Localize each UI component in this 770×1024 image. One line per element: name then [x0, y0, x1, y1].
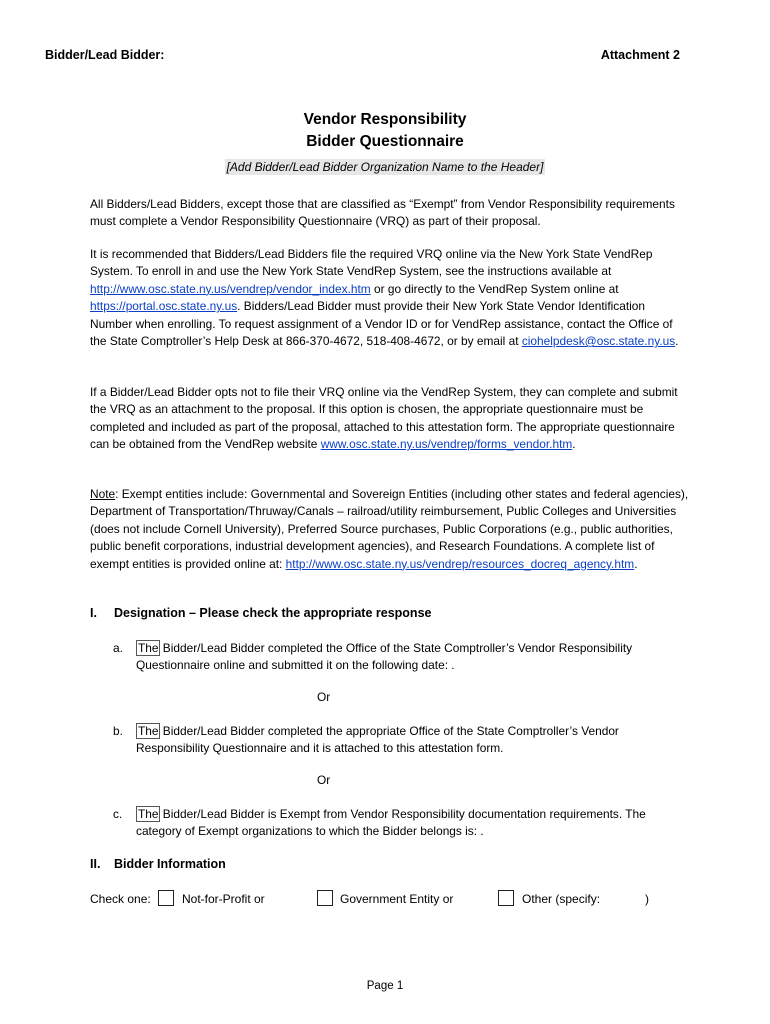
not-for-profit-checkbox[interactable]: [158, 890, 174, 906]
p2-text-b: or go directly to the VendRep System online at: [370, 281, 619, 296]
intro-paragraph-2: [90, 246, 690, 350]
p3-text-a: If a Bidder/Lead Bidder opts not to file their VRQ online via the VendRep System, they can complete and submit the VRQ as an attachment to the proposal. If this option is chosen, the appropriate questionnaire must be completed and included as part of the proposal, attached to this attestation form. The appropriate questionnaire can be obtained from the VendRep website: [90, 385, 678, 452]
option-text: [136, 806, 681, 841]
not-for-profit-label: Not-for-Profit or: [182, 892, 265, 906]
section-number: II.: [90, 857, 101, 871]
option-description: Bidder/Lead Bidder completed the Office of the State Comptroller’s Vendor Responsibility Questionnaire online and submitted it on the following date: .: [136, 641, 633, 673]
document-subtitle-title: Bidder Questionnaire: [306, 133, 464, 150]
option-description: Bidder/Lead Bidder is Exempt from Vendor Responsibility documentation requirements. The category of Exempt organizations to which the Bidder belongs is: .: [136, 807, 646, 839]
document-title: Vendor Responsibility: [303, 111, 467, 128]
note-label: Note: [90, 487, 116, 501]
header-instruction: [0, 160, 770, 174]
check-one-label: Check one:: [90, 892, 151, 906]
government-entity-checkbox[interactable]: [317, 890, 333, 906]
section-title: Bidder Information: [114, 857, 226, 871]
section-bidder-info-heading: [90, 857, 226, 871]
p4-text-a: : Exempt entities include: Governmental and Sovereign Entities (including other states and federal agencies), Department of Transportation/Thruway/Canals – railroad/utility reimbursement, Public Colleges and Universities (does not include Cornell University), Preferred Source purchases, Public Corporations (e.g., public authorities, public benefit corporations, industrial development agencies), and Research Foundations. A complete list of exempt entities is provided online at:: [90, 487, 689, 571]
option-text: [136, 640, 681, 675]
option-letter: a.: [113, 641, 123, 655]
portal-link[interactable]: https://portal.osc.state.ny.us: [90, 299, 238, 314]
section-number: I.: [90, 606, 97, 620]
header-bidder-label: Bidder/Lead Bidder:: [45, 48, 165, 62]
option-letter: c.: [113, 807, 123, 821]
option-checkbox-field[interactable]: The: [138, 807, 159, 821]
p2-text-a: It is recommended that Bidders/Lead Bidders file the required VRQ online via the New York State VendRep System. To enroll in and use the New York State VendRep System, see the instructions available at: [90, 247, 653, 279]
header-attachment-label: Attachment 2: [600, 48, 680, 62]
exempt-agency-link[interactable]: http://www.osc.state.ny.us/vendrep/resources_docreq_agency.htm: [285, 556, 635, 571]
p2-text-d: .: [675, 334, 679, 349]
intro-paragraph-3: [90, 384, 690, 454]
helpdesk-email-link[interactable]: ciohelpdesk@osc.state.ny.us: [521, 334, 676, 349]
forms-vendor-link[interactable]: www.osc.state.ny.us/vendrep/forms_vendor.htm: [320, 437, 573, 452]
option-checkbox-field[interactable]: The: [138, 724, 159, 738]
other-label: Other (specify:: [522, 892, 601, 906]
section-title: Designation – Please check the appropriate response: [114, 606, 432, 620]
or-separator: Or: [317, 773, 331, 787]
other-closing-paren: ): [645, 892, 649, 906]
exempt-note-paragraph: [90, 486, 690, 573]
or-separator: Or: [317, 690, 331, 704]
intro-paragraph-1: All Bidders/Lead Bidders, except those that are classified as “Exempt” from Vendor Responsibility requirements must complete a Vendor Responsibility Questionnaire (VRQ) as part of their proposal.: [90, 197, 675, 229]
header-instruction-text: [Add Bidder/Lead Bidder Organization Name to the Header]: [226, 160, 544, 174]
government-entity-label: Government Entity or: [340, 892, 454, 906]
p2-text-c: . Bidders/Lead Bidder must provide their New York State Vendor Identification Number when enrolling. To request assignment of a Vendor ID or for VendRep assistance, contact the Office of the State Comptroller’s Help Desk at 866-370-4672, 518-408-4672, or by email at: [90, 299, 673, 349]
p3-text-b: .: [572, 437, 576, 452]
vendor-index-link[interactable]: http://www.osc.state.ny.us/vendrep/vendor_index.htm: [90, 281, 371, 296]
option-checkbox-field[interactable]: The: [138, 641, 159, 655]
option-letter: b.: [113, 724, 123, 738]
p4-text-b: .: [634, 556, 638, 571]
option-description: Bidder/Lead Bidder completed the appropriate Office of the State Comptroller’s Vendor Responsibility Questionnaire and it is attached to this attestation form.: [136, 724, 619, 756]
option-text: [136, 723, 681, 758]
section-designation-heading: [90, 606, 431, 620]
page-number: Page 1: [366, 980, 404, 992]
other-checkbox[interactable]: [498, 890, 514, 906]
